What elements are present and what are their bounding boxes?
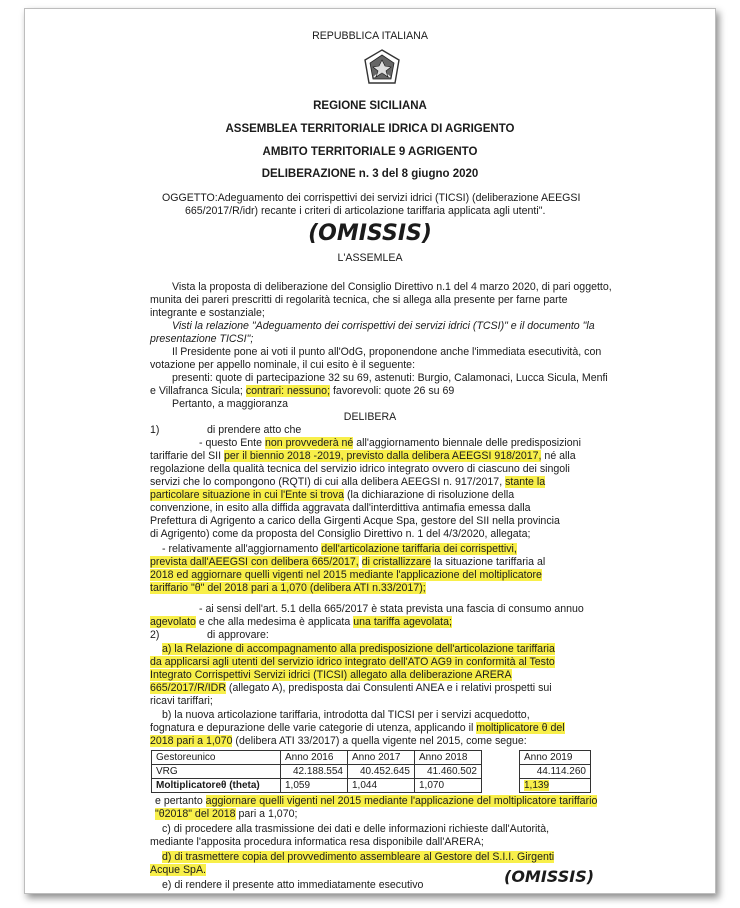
point-c-line-1: c) di procedere alla trasmissione dei dati e delle informazioni richieste dall'Autorità, xyxy=(162,823,550,835)
deliberation-title: DELIBERAZIONE n. 3 del 8 giugno 2020 xyxy=(261,168,479,180)
region-title: REGIONE SICILIANA xyxy=(313,100,427,112)
visti-line-2: presentazione TICSI"; xyxy=(150,333,254,345)
p1-b3-line-1: - ai sensi dell'art. 5.1 della 665/2017 è stata prevista una fascia di consumo annuo xyxy=(199,603,584,615)
point-d-highlight-1: d) di trasmettere copia del provvedimento assembleare al Gestore del S.I.I. Girgenti xyxy=(162,851,555,863)
p2-a-line-4 xyxy=(150,682,552,694)
p2-a-line-1 xyxy=(162,643,555,655)
p2-a-highlight-2: da applicarsi agli utenti del servizio idrico integrato dell'ATO AG9 in conformità al Testo xyxy=(150,656,555,668)
p1-b1-line-1 xyxy=(199,437,581,449)
point-e-line: e) di rendere il presente atto immediatamente esecutivo xyxy=(162,879,424,891)
presidente-line-1: Il Presidente pone ai voti il punto all'OdG, proponendone anche l'immediata esecutività, con xyxy=(172,346,602,358)
presenti-text: e Villafranca Sicula; xyxy=(150,385,243,397)
table-cell: 1,059 xyxy=(281,779,348,793)
table-row xyxy=(152,765,482,779)
presenti-line-1: presenti: quote di partecipazione 32 su 69, astenuti: Burgio, Calamonaci, Lucca Sicula, Menfi xyxy=(172,372,608,384)
p1-b1-line-7: Prefettura di Agrigento a carico della Girgenti Acque Spa, gestore del SII nella provincia xyxy=(150,515,560,527)
p1-b1-line-2 xyxy=(150,450,576,462)
table-cell: 41.460.502 xyxy=(415,765,482,779)
table-row xyxy=(152,751,482,765)
table-cell: 42.188.554 xyxy=(281,765,348,779)
vista-line-2: munita dei pareri prescritti di regolarità tecnica, che si allega alla presente per farne parte xyxy=(150,294,568,306)
point1-intro: di prendere atto che xyxy=(207,424,302,436)
assembly-title: ASSEMBLEA TERRITORIALE IDRICA DI AGRIGENTO xyxy=(225,123,515,135)
after-table-line-1 xyxy=(155,795,597,807)
table-cell xyxy=(520,779,591,793)
p1-b2-line-1 xyxy=(162,543,517,555)
contrari-highlight: contrari: nessuno; xyxy=(245,385,331,397)
subject-line-2: 665/2017/R/idr) recante i criteri di articolazione tariffaria applicata agli utenti". xyxy=(185,205,546,217)
p1-b1-line-6: convenzione, in esito alla diffida aggravata dall'interdittiva antimafia emessa dalla xyxy=(150,502,531,514)
favorevoli-text: favorevoli: quote 26 su 69 xyxy=(332,385,455,397)
subject-line-1: OGGETTO:Adeguamento dei corrispettivi dei servizi idrici (TICSI) (deliberazione AEEGSI xyxy=(162,192,581,204)
republic-title: REPUBBLICA ITALIANA xyxy=(312,30,428,42)
point2-intro: di approvare: xyxy=(207,629,269,641)
table-cell: Anno 2017 xyxy=(348,751,415,765)
presenti-line-2 xyxy=(150,385,454,397)
p1-b2-highlight-d: 2018 ed aggiornare quelli vigenti nel 2015 mediante l'applicazione del moltiplicatore xyxy=(150,569,542,581)
assembly-heading: L'ASSEMLEA xyxy=(337,252,403,264)
p1-b2-line-2 xyxy=(150,556,545,568)
after-table-line-2 xyxy=(155,808,297,820)
p1-b1-text-a: - questo Ente xyxy=(199,437,263,449)
after-text-a: e pertanto xyxy=(155,795,203,807)
p1-b1-line-4 xyxy=(150,476,545,488)
ambito-title: AMBITO TERRITORIALE 9 AGRIGENTO xyxy=(262,146,478,158)
table-row xyxy=(520,751,591,765)
table-row xyxy=(520,779,591,793)
vista-line-1: Vista la proposta di deliberazione del Consiglio Direttivo n.1 del 4 marzo 2020, di pari oggetto, xyxy=(172,281,612,293)
after-highlight-a: aggiornare quelli vigenti nel 2015 mediante l'applicazione del moltiplicatore tariffario xyxy=(205,795,598,807)
table-cell: Gestoreunico xyxy=(152,751,281,765)
table-row xyxy=(152,779,482,793)
p2-b-line-2 xyxy=(150,722,565,734)
p1-b1-highlight-d: particolare situazione in cui l'Ente si trova xyxy=(150,489,344,501)
point-d-highlight-2: Acque SpA. xyxy=(150,864,206,876)
table-cell: VRG xyxy=(152,765,281,779)
table-cell: Moltiplicatoreθ (theta) xyxy=(152,779,281,793)
table-cell: Anno 2019 xyxy=(520,751,591,765)
p1-b2-highlight-a: dell'articolazione tariffaria dei corrispettivi, xyxy=(321,543,517,555)
point-d-line-1 xyxy=(162,851,554,863)
p1-b1-line-3: regolazione della qualità tecnica del servizio idrico integrato ovvero di ciascuno dei singoli xyxy=(150,463,570,475)
tariff-table-2019 xyxy=(519,750,591,793)
table-cell: Anno 2018 xyxy=(415,751,482,765)
p1-b1-text-b: all'aggiornamento biennale delle predisposizioni xyxy=(356,437,581,449)
presidente-line-2: votazione per appello nominale, il cui esito è il seguente: xyxy=(150,359,416,371)
omissis-bottom: (OMISSIS) xyxy=(504,867,595,886)
p2-b-text-b: (delibera ATI 33/2017) a quella vigente nel 2015, come segue: xyxy=(235,735,527,747)
point-d-line-2 xyxy=(150,864,206,876)
p1-b2-line-3 xyxy=(150,569,542,581)
p1-b1-highlight-c: stante la xyxy=(505,476,546,488)
p1-b1-line-5 xyxy=(150,489,514,501)
p1-b2-highlight-c: di cristallizzare xyxy=(361,556,432,568)
p1-b1-text-e: servizi che lo compongono (RQTI) di cui alla delibera AEEGSI n. 917/2017, xyxy=(150,476,503,488)
omissis-top: (OMISSIS) xyxy=(308,221,432,246)
tariff-table xyxy=(151,750,482,793)
p1-b2-text-a: - relativamente all'aggiornamento xyxy=(162,543,319,555)
p1-b1-highlight-a: non provvederà né xyxy=(264,437,354,449)
document-page xyxy=(24,8,716,894)
p2-b-highlight-b: 2018 pari a 1,070 xyxy=(150,735,233,747)
p2-b-text-a: fognatura e depurazione delle varie categorie di utenza, applicando il xyxy=(150,722,474,734)
p2-a-highlight-3: Integrato Corrispettivi Servizi idrici (TICSI) allegato alla deliberazione ARERA xyxy=(150,669,512,681)
p2-a-highlight-1: a) la Relazione di accompagnamento alla predisposizione dell'articolazione tariffaria xyxy=(162,643,555,655)
p1-b3-highlight-a: agevolato xyxy=(150,616,196,628)
p1-b2-highlight-e: tariffario "θ" del 2018 pari a 1,070 (delibera ATI n.33/2017); xyxy=(150,582,426,594)
table-cell: 1,044 xyxy=(348,779,415,793)
theta-2019-highlight: 1,139 xyxy=(524,780,550,791)
p1-b1-text-d: né alla xyxy=(544,450,576,462)
after-highlight-b: "θ2018" del 2018 xyxy=(155,808,236,820)
p1-b2-highlight-b: prevista dall'AEEGSI con delibera 665/2017, xyxy=(150,556,359,568)
after-text-b: pari a 1,070; xyxy=(238,808,298,820)
p2-a-text: (allegato A), predisposta dai Consulenti ANEA e i relativi prospetti sui xyxy=(228,682,552,694)
table-cell: Anno 2016 xyxy=(281,751,348,765)
vista-line-3: integrante e sostanziale; xyxy=(150,307,265,319)
point2-number: 2) xyxy=(150,629,160,641)
p2-a-highlight-4: 665/2017/R/IDR xyxy=(150,682,226,694)
p1-b1-line-8: di Agrigento) come da proposta del Consiglio Direttivo n. 1 del 4/3/2020, allegata; xyxy=(150,528,531,540)
delibera-heading: DELIBERA xyxy=(343,411,397,423)
p1-b1-highlight-b: per il biennio 2018 -2019, previsto dalla delibera AEEGSI 918/2017, xyxy=(224,450,542,462)
point-c-line-2: mediante l'apposita procedura informatica resa disponibile dall'ARERA; xyxy=(150,836,484,848)
p2-b-line-3 xyxy=(150,735,527,747)
pertanto-line: Pertanto, a maggioranza xyxy=(172,398,289,410)
p1-b2-line-4 xyxy=(150,582,426,594)
table-cell: 40.452.645 xyxy=(348,765,415,779)
p1-b3-line-2 xyxy=(150,616,452,628)
table-row xyxy=(520,765,591,779)
p1-b1-text-f: (la dichiarazione di risoluzione della xyxy=(346,489,515,501)
emblem-icon xyxy=(360,47,404,91)
p1-b3-highlight-b: una tariffa agevolata; xyxy=(353,616,452,628)
table-cell: 44.114.260 xyxy=(520,765,591,779)
visti-line-1: Visti la relazione "Adeguamento dei corrispettivi dei servizi idrici (TCSI)" e il documento "la xyxy=(172,320,595,332)
point1-number: 1) xyxy=(150,424,160,436)
p2-b-highlight-a: moltiplicatore θ del xyxy=(476,722,565,734)
p1-b3-text: e che alla medesima è applicata xyxy=(198,616,351,628)
table-cell: 1,070 xyxy=(415,779,482,793)
p2-a-line-3 xyxy=(150,669,512,681)
p1-b1-text-c: tariffarie del SII xyxy=(150,450,222,462)
p1-b2-text-b: la situazione tariffaria al xyxy=(434,556,546,568)
p2-a-line-2 xyxy=(150,656,555,668)
p2-b-line-1: b) la nuova articolazione tariffaria, introdotta dal TICSI per i servizi acquedotto, xyxy=(162,709,530,721)
p2-a-line-5: ricavi tariffari; xyxy=(150,695,213,707)
